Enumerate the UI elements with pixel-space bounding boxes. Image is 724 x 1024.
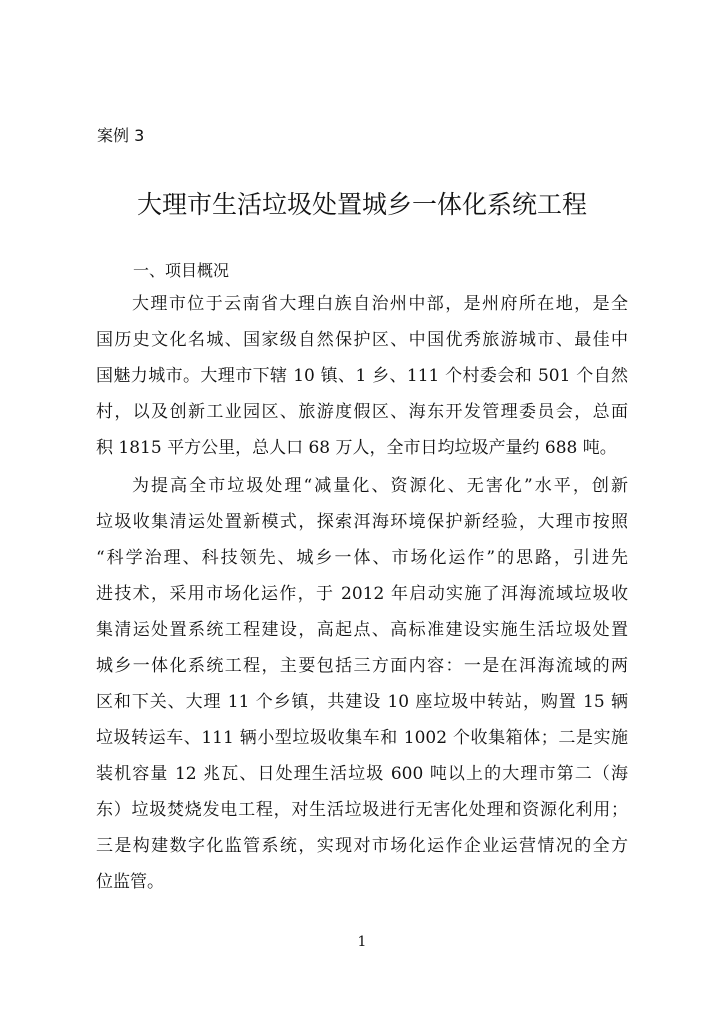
paragraph-line: “科学治理、科技领先、城乡一体、市场化运作”的思路，引进先 — [96, 548, 628, 568]
paragraph-line: 进技术，采用市场化运作，于 2012 年启动实施了洱海流域垃圾收 — [96, 584, 628, 604]
paragraph-line: 区和下关、大理 11 个乡镇，共建设 10 座垃圾中转站，购置 15 辆 — [96, 692, 628, 712]
case-label: 案例 3 — [97, 126, 145, 145]
paragraph-line: 国魅力城市。大理市下辖 10 镇、1 乡、111 个村委会和 501 个自然 — [96, 366, 628, 386]
paragraph-line: 大理市位于云南省大理白族自治州中部，是州府所在地，是全 — [132, 294, 628, 314]
paragraph-line: 装机容量 12 兆瓦、日处理生活垃圾 600 吨以上的大理市第二（海 — [96, 764, 628, 784]
document-title: 大理市生活垃圾处置城乡一体化系统工程 — [136, 190, 587, 219]
paragraph-line: 城乡一体化系统工程，主要包括三方面内容：一是在洱海流域的两 — [96, 656, 628, 676]
paragraph-line: 村，以及创新工业园区、旅游度假区、海东开发管理委员会，总面 — [96, 402, 628, 422]
paragraph-line: 垃圾转运车、111 辆小型垃圾收集车和 1002 个收集箱体；二是实施 — [96, 728, 628, 748]
paragraph-line: 为提高全市垃圾处理“减量化、资源化、无害化”水平，创新 — [132, 476, 628, 496]
paragraph-line: 集清运处置系统工程建设，高起点、高标准建设实施生活垃圾处置 — [96, 620, 628, 640]
paragraph-line: 东）垃圾焚烧发电工程，对生活垃圾进行无害化处理和资源化利用； — [96, 800, 628, 820]
paragraph-line: 位监管。 — [96, 872, 164, 892]
section-heading: 一、项目概况 — [133, 261, 230, 280]
paragraph-line: 国历史文化名城、国家级自然保护区、中国优秀旅游城市、最佳中 — [96, 330, 628, 350]
paragraph-line: 垃圾收集清运处置新模式，探索洱海环境保护新经验，大理市按照 — [96, 512, 628, 532]
paragraph-line: 积 1815 平方公里，总人口 68 万人，全市日均垃圾产量约 688 吨。 — [96, 438, 617, 458]
paragraph-line: 三是构建数字化监管系统，实现对市场化运作企业运营情况的全方 — [96, 836, 628, 856]
page-number: 1 — [357, 934, 367, 950]
